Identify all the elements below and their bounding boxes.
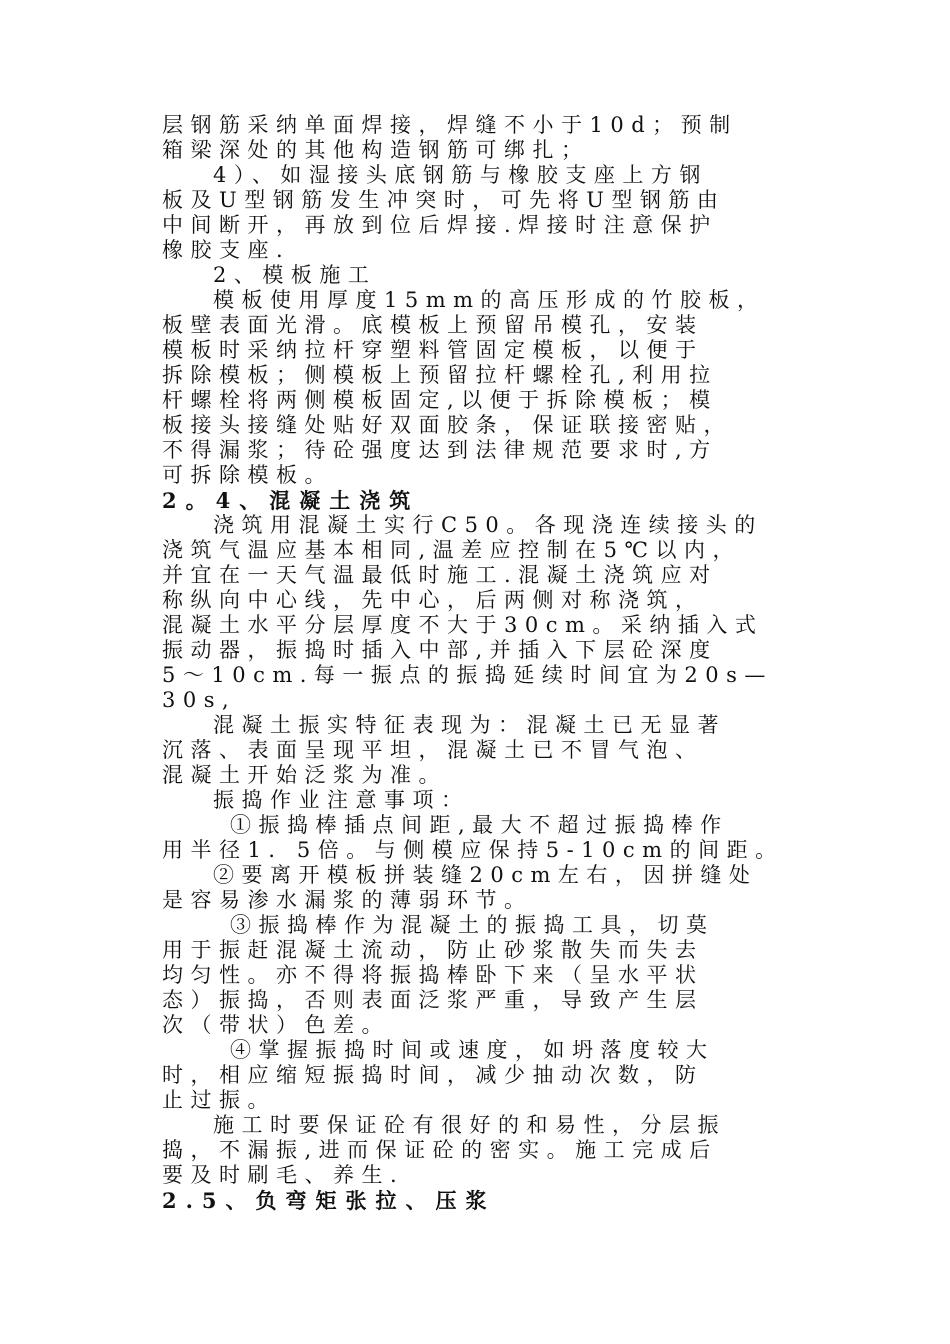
text-line: 用于振赶混凝土流动，防止砂浆散失而失去: [162, 938, 704, 962]
text-line: 4）、如湿接头底钢筋与橡胶支座上方钢: [213, 163, 708, 187]
text-line: 态）振捣，否则表面泛浆严重，导致产生层: [162, 988, 704, 1012]
text-line: ④掌握振捣时间或速度，如坍落度较大: [230, 1038, 715, 1062]
text-line: 拆除模板；侧模板上预留拉杆螺栓孔,利用拉: [162, 363, 718, 387]
text-line: ③振捣棒作为混凝土的振捣工具，切莫: [230, 913, 715, 937]
text-line: 要及时刷毛、养生.: [162, 1163, 405, 1187]
text-line: 橡胶支座.: [162, 238, 291, 262]
text-line: 振捣作业注意事项：: [213, 788, 470, 812]
section-heading: 2.5、负弯矩张拉、压浆: [162, 1188, 496, 1213]
text-line: 5～10cm.每一振点的振捣延续时间宜为20s—: [162, 663, 773, 687]
text-line: 混凝土开始泛浆为准。: [162, 763, 447, 787]
text-line: 板及U型钢筋发生冲突时，可先将U型钢筋由: [162, 188, 726, 212]
text-line: 杆螺栓将两侧模板固定,以便于拆除模板；模: [162, 388, 718, 412]
text-line: 不得漏浆；待砼强度达到法律规范要求时,方: [162, 438, 718, 462]
text-line: 2、模板施工: [213, 263, 377, 287]
text-line: 次（带状）色差。: [162, 1013, 390, 1037]
text-line: 均匀性。亦不得将振捣棒卧下来（呈水平状: [162, 963, 704, 987]
text-line: 沉落、表面呈现平坦，混凝土已不冒气泡、: [162, 738, 704, 762]
text-line: ②要离开模板拼装缝20cm左右，因拼缝处: [213, 863, 758, 887]
text-line: 时，相应缩短振捣时间，减少抽动次数，防: [162, 1063, 704, 1087]
text-line: 浇筑用混凝土实行C50。各现浇连续接头的: [213, 513, 763, 537]
text-line: 振动器，振捣时插入中部,并插入下层砼深度: [162, 638, 718, 662]
text-line: 是容易渗水漏浆的薄弱环节。: [162, 888, 533, 912]
text-line: 板接头接缝处贴好双面胶条，保证联接密贴，: [162, 413, 732, 437]
text-line: 中间断开，再放到位后焊接.焊接时注意保护: [162, 213, 718, 237]
text-line: 层钢筋采纳单面焊接，焊缝不小于10d；预制: [162, 113, 738, 137]
text-line: 模板时采纳拉杆穿塑料管固定模板，以便于: [162, 338, 704, 362]
text-line: 30s,: [162, 688, 237, 712]
text-line: 可拆除模板。: [162, 463, 333, 487]
section-heading: 2。4、混凝土浇筑: [162, 488, 420, 513]
text-line: 模板使用厚度15mm的高压形成的竹胶板，: [213, 288, 766, 312]
text-line: 用半径1．5倍。与侧模应保持5-10cm的间距。: [162, 838, 784, 862]
text-line: 板壁表面光滑。底模板上预留吊模孔，安装: [162, 313, 704, 337]
text-line: 混凝土振实特征表现为：混凝土已无显著: [213, 713, 726, 737]
text-line: 混凝土水平分层厚度不大于30cm。采纳插入式: [162, 613, 764, 637]
text-line: 止过振。: [162, 1088, 276, 1112]
text-line: 施工时要保证砼有很好的和易性，分层振: [213, 1113, 726, 1137]
text-line: ①振捣棒插点间距,最大不超过振捣棒作: [230, 813, 729, 837]
text-line: 并宜在一天气温最低时施工.混凝土浇筑应对: [162, 563, 718, 587]
text-line: 箱梁深处的其他构造钢筋可绑扎；: [162, 138, 590, 162]
text-line: 捣，不漏振,进而保证砼的密实。施工完成后: [162, 1138, 718, 1162]
text-line: 浇筑气温应基本相同,温差应控制在5℃以内，: [162, 538, 742, 562]
text-line: 称纵向中心线，先中心，后两侧对称浇筑，: [162, 588, 704, 612]
